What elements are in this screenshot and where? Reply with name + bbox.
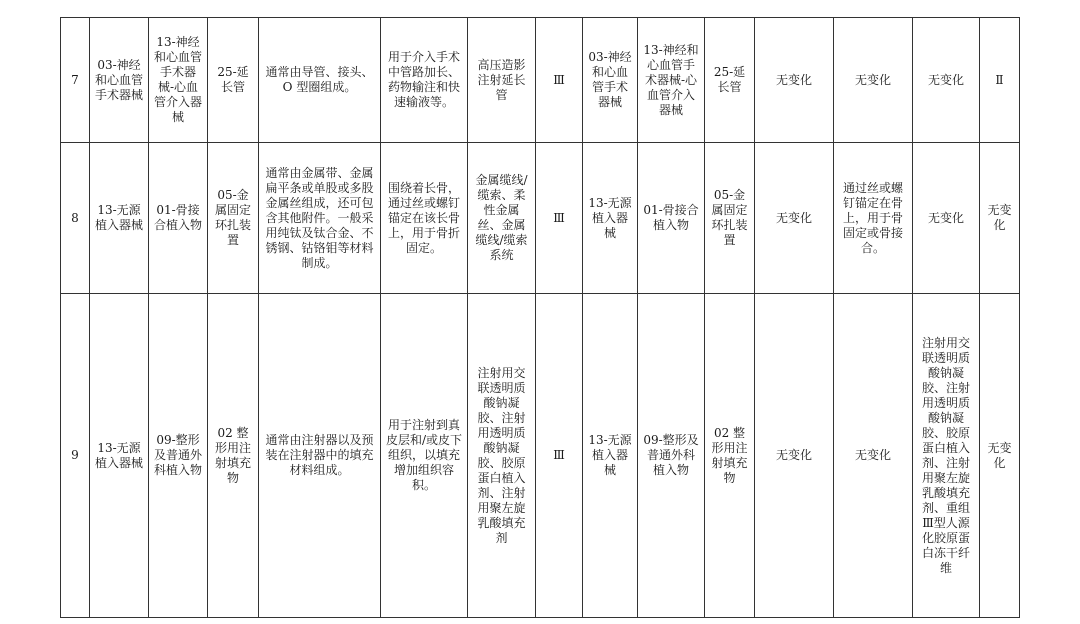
new-subcategory-cell: 01-骨接合植入物 — [638, 143, 705, 294]
row-number: 7 — [61, 18, 90, 143]
product-category-cell: 05-金属固定环扎装置 — [208, 143, 259, 294]
description-change-cell: 无变化 — [755, 294, 834, 618]
description-change-cell: 无变化 — [755, 18, 834, 143]
intended-use-change-cell: 无变化 — [834, 294, 913, 618]
table-row — [61, 294, 1020, 618]
class-cell: Ⅲ — [536, 18, 583, 143]
intended-use-cell: 围绕着长骨，通过丝或螺钉锚定在该长骨上，用于骨折固定。 — [381, 143, 468, 294]
new-subcategory-cell: 13-神经和心血管手术器械-心血管介入器械 — [638, 18, 705, 143]
product-category-cell: 02 整形用注射填充物 — [208, 294, 259, 618]
new-category-cell: 13-无源植入器械 — [583, 143, 638, 294]
intended-use-cell: 用于介入手术中管路加长、药物输注和快速输液等。 — [381, 18, 468, 143]
new-subcategory-cell: 09-整形及普通外科植入物 — [638, 294, 705, 618]
class-cell: Ⅲ — [536, 294, 583, 618]
subcategory-cell: 01-骨接合植入物 — [149, 143, 208, 294]
new-product-category-cell: 25-延长管 — [705, 18, 755, 143]
new-category-cell: 13-无源植入器械 — [583, 294, 638, 618]
product-category-cell: 25-延长管 — [208, 18, 259, 143]
new-class-cell: Ⅱ — [980, 18, 1020, 143]
description-cell: 通常由导管、接头、O 型圈组成。 — [259, 18, 381, 143]
description-change-cell: 无变化 — [755, 143, 834, 294]
new-class-cell: 无变化 — [980, 294, 1020, 618]
intended-use-cell: 用于注射到真皮层和/或皮下组织，以填充增加组织容积。 — [381, 294, 468, 618]
example-change-cell: 无变化 — [913, 143, 980, 294]
row-number: 8 — [61, 143, 90, 294]
example-change-cell: 无变化 — [913, 18, 980, 143]
intended-use-change-cell: 无变化 — [834, 18, 913, 143]
description-cell: 通常由金属带、金属扁平条或单股或多股金属丝组成，还可包含其他附件。一般采用纯钛及钛合金、不锈钢、钴铬钼等材料制成。 — [259, 143, 381, 294]
subcategory-cell: 13-神经和心血管手术器械-心血管介入器械 — [149, 18, 208, 143]
example-change-cell: 注射用交联透明质酸钠凝胶、注射用透明质酸钠凝胶、胶原蛋白植入剂、注射用聚左旋乳酸填充剂、重组Ⅲ型人源化胶原蛋白冻干纤维 — [913, 294, 980, 618]
table-row — [61, 18, 1020, 143]
example-cell: 注射用交联透明质酸钠凝胶、注射用透明质酸钠凝胶、胶原蛋白植入剂、注射用聚左旋乳酸填充剂 — [468, 294, 536, 618]
example-cell: 金属缆线/缆索、柔性金属丝、金属缆线/缆索系统 — [468, 143, 536, 294]
new-product-category-cell: 02 整形用注射填充物 — [705, 294, 755, 618]
description-cell: 通常由注射器以及预装在注射器中的填充材料组成。 — [259, 294, 381, 618]
new-category-cell: 03-神经和心血管手术器械 — [583, 18, 638, 143]
intended-use-change-cell: 通过丝或螺钉锚定在骨上，用于骨固定或骨接合。 — [834, 143, 913, 294]
table-row — [61, 143, 1020, 294]
classification-table — [60, 17, 1020, 618]
category-cell: 03-神经和心血管手术器械 — [90, 18, 149, 143]
category-cell: 13-无源植入器械 — [90, 143, 149, 294]
example-cell: 高压造影注射延长管 — [468, 18, 536, 143]
new-class-cell: 无变化 — [980, 143, 1020, 294]
subcategory-cell: 09-整形及普通外科植入物 — [149, 294, 208, 618]
class-cell: Ⅲ — [536, 143, 583, 294]
row-number: 9 — [61, 294, 90, 618]
new-product-category-cell: 05-金属固定环扎装置 — [705, 143, 755, 294]
category-cell: 13-无源植入器械 — [90, 294, 149, 618]
